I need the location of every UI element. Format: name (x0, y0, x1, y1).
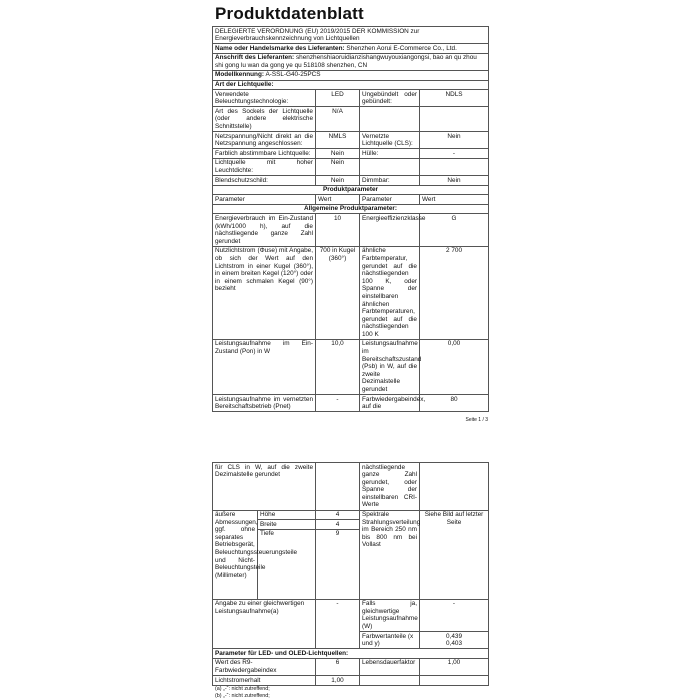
led-params-header: Parameter für LED- und OLED-Lichtquellen: (213, 649, 489, 659)
dimensions-row: äußere Abmessungen, ggf. ohne separates Betriebsgerät, Beleuchtungssteuerungsteile und Nicht-Beleuchtungsteile (Millimeter) Höhe 4 Spektrale Strahlungsverteilung im Bereich 250 nm bis 800 nm bei Vollast Siehe Bild auf letzter Seite (213, 510, 489, 520)
table-row: Lichtstromerhalt 1,00 (213, 676, 489, 686)
table-row: Energieverbrauch im Ein-Zustand (kWh/1000 h), auf die nächstliegende ganze Zahl gerundet 10 Energieeffizienzklasse G (213, 214, 489, 246)
spectral-label: Spektrale Strahlungsverteilung im Bereich 250 nm bis 800 nm bei Vollast (360, 510, 420, 599)
column-headers: Parameter Wert Parameter Wert (213, 195, 489, 205)
supplier-address-value: shenzhenshiaoruidianzishangwuyouxiangongsi, bao an qu zhou shi gong lu wan da gong ye qu 518108 shenzhen, CN (215, 54, 477, 69)
page-2 (212, 462, 488, 700)
table-row: Art des Sockels der Lichtquelle (oder andere elektrische Schnittstelle) N/A (213, 107, 489, 132)
product-params-header: Produktparameter (213, 185, 489, 195)
light-source-type-header: Art der Lichtquelle: (213, 80, 489, 90)
table-row: für CLS in W, auf die zweite Dezimalstelle gerundet nächstliegende ganze Zahl gerundet, oder Spanne der einstellbaren CRI-Werte (213, 463, 489, 511)
supplier-address-label: Anschrift des Lieferanten: (215, 54, 295, 62)
table-row: Wert des R9-Farbwiedergabeindex 6 Lebensdauerfaktor 1,00 (213, 658, 489, 675)
footnote-b: (b) „-“: nicht zutreffend; (215, 692, 270, 699)
supplier-name-value: Shenzhen Aorui E-Commerce Co., Ltd. (346, 44, 457, 52)
table-row: Farbwertanteile (x und y) 0,439 0,403 (213, 632, 489, 649)
table-row: Verwendete Beleuchtungstechnologie: LED Ungebündelt oder gebündelt: NDLS (213, 90, 489, 107)
table-row: Leistungsaufnahme im Ein-Zustand (Pon) in W 10,0 Leistungsaufnahme im Bereitschaftszustand (Psb) in W, auf die zweite Dezimalstelle gerundet 0,00 (213, 339, 489, 394)
datasheet-table (212, 26, 489, 412)
dimensions-label: äußere Abmessungen, ggf. ohne separates Betriebsgerät, Beleuchtungssteuerungsteile und Nicht-Beleuchtungsteile (Millimeter) (213, 510, 258, 599)
footnote-a: (a) „-“: nicht zutreffend; (215, 685, 270, 692)
table-row: Lichtquelle mit hoher Leuchtdichte: Nein (213, 158, 489, 175)
table-row: Netzspannung/Nicht direkt an die Netzspannung angeschlossen: NMLS Vernetzte Lichtquelle (CLS): Nein (213, 132, 489, 149)
datasheet-table-continued (212, 462, 489, 686)
table-row: Angabe zu einer gleichwertigen Leistungsaufnahme(a) - Falls ja, gleichwertige Leistungsaufnahme (W) - (213, 599, 489, 631)
table-row: Nutzlichtstrom (Φuse) mit Angabe, ob sich der Wert auf den Lichtstrom in einer Kugel (360°), in einem breiten Kegel (120°) oder in einem schmalen Kegel (90°) bezieht 700 in Kugel (360°) ähnliche Farbtemperatur, gerundet auf die nächstliegenden 100 K, oder Spanne der einstellbaren ähnlichen Farbtemperaturen, gerundet auf die nächstliegenden 100 K 2 700 (213, 246, 489, 339)
page-number: Seite 1 / 3 (465, 417, 488, 423)
page-title: Produktdatenblatt (215, 4, 364, 23)
table-row: Leistungsaufnahme im vernetzten Bereitschaftsbetrieb (Pnet) - Farbwiedergabeindex, auf die 80 (213, 395, 489, 412)
regulation-text: DELEGIERTE VERORDNUNG (EU) 2019/2015 DER KOMMISSION zur Energieverbrauchskennzeichnung von Lichtquellen (213, 27, 489, 44)
general-params-header: Allgemeine Produktparameter: (213, 204, 489, 214)
spectral-value: Siehe Bild auf letzter Seite (420, 510, 489, 599)
equiv-label: Angabe zu einer gleichwertigen Leistungsaufnahme(a) (215, 600, 305, 615)
table-row: Farblich abstimmbare Lichtquelle: Nein Hülle: - (213, 149, 489, 159)
model-id-value: A-SSL-G40-25PCS (265, 71, 321, 79)
dimensions-row: Breite 4 (213, 520, 489, 530)
dimensions-row: Tiefe 9 (213, 529, 489, 599)
table-row: Blendschutzschild: Nein Dimmbar: Nein (213, 176, 489, 186)
page-1 (212, 0, 488, 432)
supplier-name-label: Name oder Handelsmarke des Lieferanten: (215, 44, 345, 52)
model-id-label: Modellkennung: (215, 71, 264, 79)
